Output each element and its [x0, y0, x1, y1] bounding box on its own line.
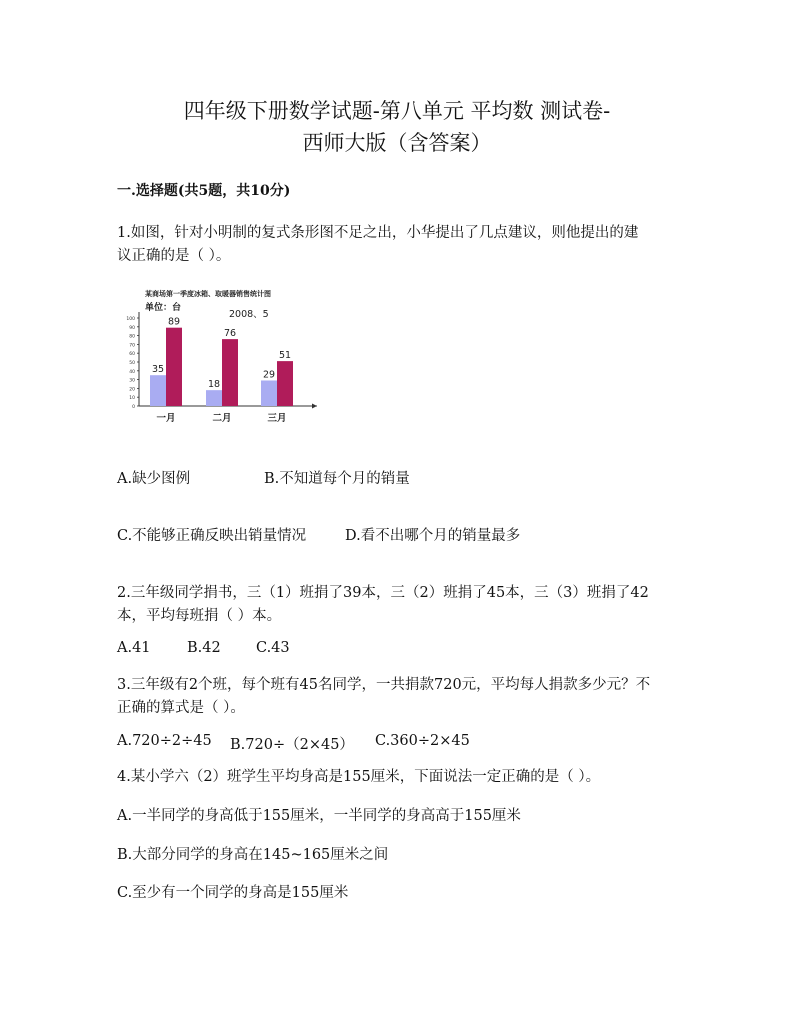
q4-text-line1: 4.某小学六（2）班学生平均身高是155厘米，下面说法一定正确的是（ ）。	[117, 769, 601, 785]
q1-option-b[interactable]: B.不知道每个月的销量	[264, 471, 410, 487]
y-tick-label: 20	[129, 387, 135, 393]
q1-text-line1: 1.如图，针对小明制的复式条形图不足之出，小华提出了几点建议，则他提出的建	[117, 225, 639, 241]
q3-option-b[interactable]: B.720÷（2×45）	[230, 737, 354, 753]
q4-option-b[interactable]: B.大部分同学的身高在145~165厘米之间	[117, 847, 389, 863]
x-category-label: 三月	[267, 413, 287, 424]
chart-date-label: 2008、5	[229, 309, 269, 320]
y-tick-label: 40	[129, 369, 135, 375]
q3-option-c[interactable]: C.360÷2×45	[375, 733, 470, 749]
q3-text-line2: 正确的算式是（ ）。	[117, 700, 245, 716]
bar-value-label: 89	[167, 316, 181, 328]
bar	[261, 380, 277, 406]
doc-title-line1: 四年级下册数学试题-第八单元 平均数 测试卷-	[183, 99, 611, 123]
q1-option-c[interactable]: C.不能够正确反映出销量情况	[117, 528, 307, 544]
y-tick-label: 70	[129, 343, 135, 349]
bar	[277, 361, 293, 406]
y-tick-label: 80	[129, 334, 135, 340]
bar	[150, 375, 166, 406]
q1-option-a[interactable]: A.缺少图例	[117, 471, 191, 487]
q4-option-a[interactable]: A.一半同学的身高低于155厘米，一半同学的身高高于155厘米	[117, 808, 521, 824]
bar-chart	[117, 282, 327, 432]
bar-value-label: 76	[223, 328, 237, 340]
q2-text-line1: 2.三年级同学捐书，三（1）班捐了39本，三（2）班捐了45本，三（3）班捐了42	[117, 585, 649, 601]
y-tick-label: 50	[129, 361, 135, 366]
y-tick-label: 10	[129, 396, 135, 402]
x-category-label: 二月	[212, 413, 232, 424]
section-heading: 一.选择题(共5题，共10分)	[117, 183, 291, 199]
bar	[222, 339, 238, 406]
q2-option-a[interactable]: A.41	[117, 640, 151, 656]
doc-title-line2: 西师大版（含答案）	[302, 131, 492, 155]
bar-value-label: 35	[151, 364, 165, 376]
x-category-label: 一月	[156, 413, 176, 424]
bar-value-label: 29	[262, 369, 276, 381]
q2-option-b[interactable]: B.42	[187, 640, 221, 656]
bar	[206, 390, 222, 406]
chart-unit-label: 单位：台	[145, 303, 182, 313]
bar-value-label: 18	[207, 379, 221, 391]
bar-chart-svg	[117, 282, 327, 432]
q4-option-c[interactable]: C.至少有一个同学的身高是155厘米	[117, 885, 349, 901]
q1-option-d[interactable]: D.看不出哪个月的销量最多	[345, 528, 521, 544]
y-tick-label: 30	[129, 378, 135, 384]
bar-value-label: 51	[278, 350, 292, 362]
q2-option-c[interactable]: C.43	[256, 640, 290, 656]
y-tick-label: 0	[132, 405, 135, 410]
y-tick-label: 90	[129, 325, 135, 331]
x-axis-arrow	[312, 404, 317, 409]
y-tick-label: 60	[129, 352, 135, 358]
y-tick-label: 100	[126, 317, 135, 322]
q2-text-line2: 本，平均每班捐（ ）本。	[117, 608, 282, 624]
bar	[166, 328, 182, 406]
chart-title: 某商场第一季度冰箱、取暖器销售统计图	[145, 290, 271, 298]
q1-text-line2: 议正确的是（ ）。	[117, 248, 231, 264]
q3-option-a[interactable]: A.720÷2÷45	[117, 733, 212, 749]
q3-text-line1: 3.三年级有2个班，每个班有45名同学，一共捐款720元，平均每人捐款多少元？不	[117, 677, 651, 693]
